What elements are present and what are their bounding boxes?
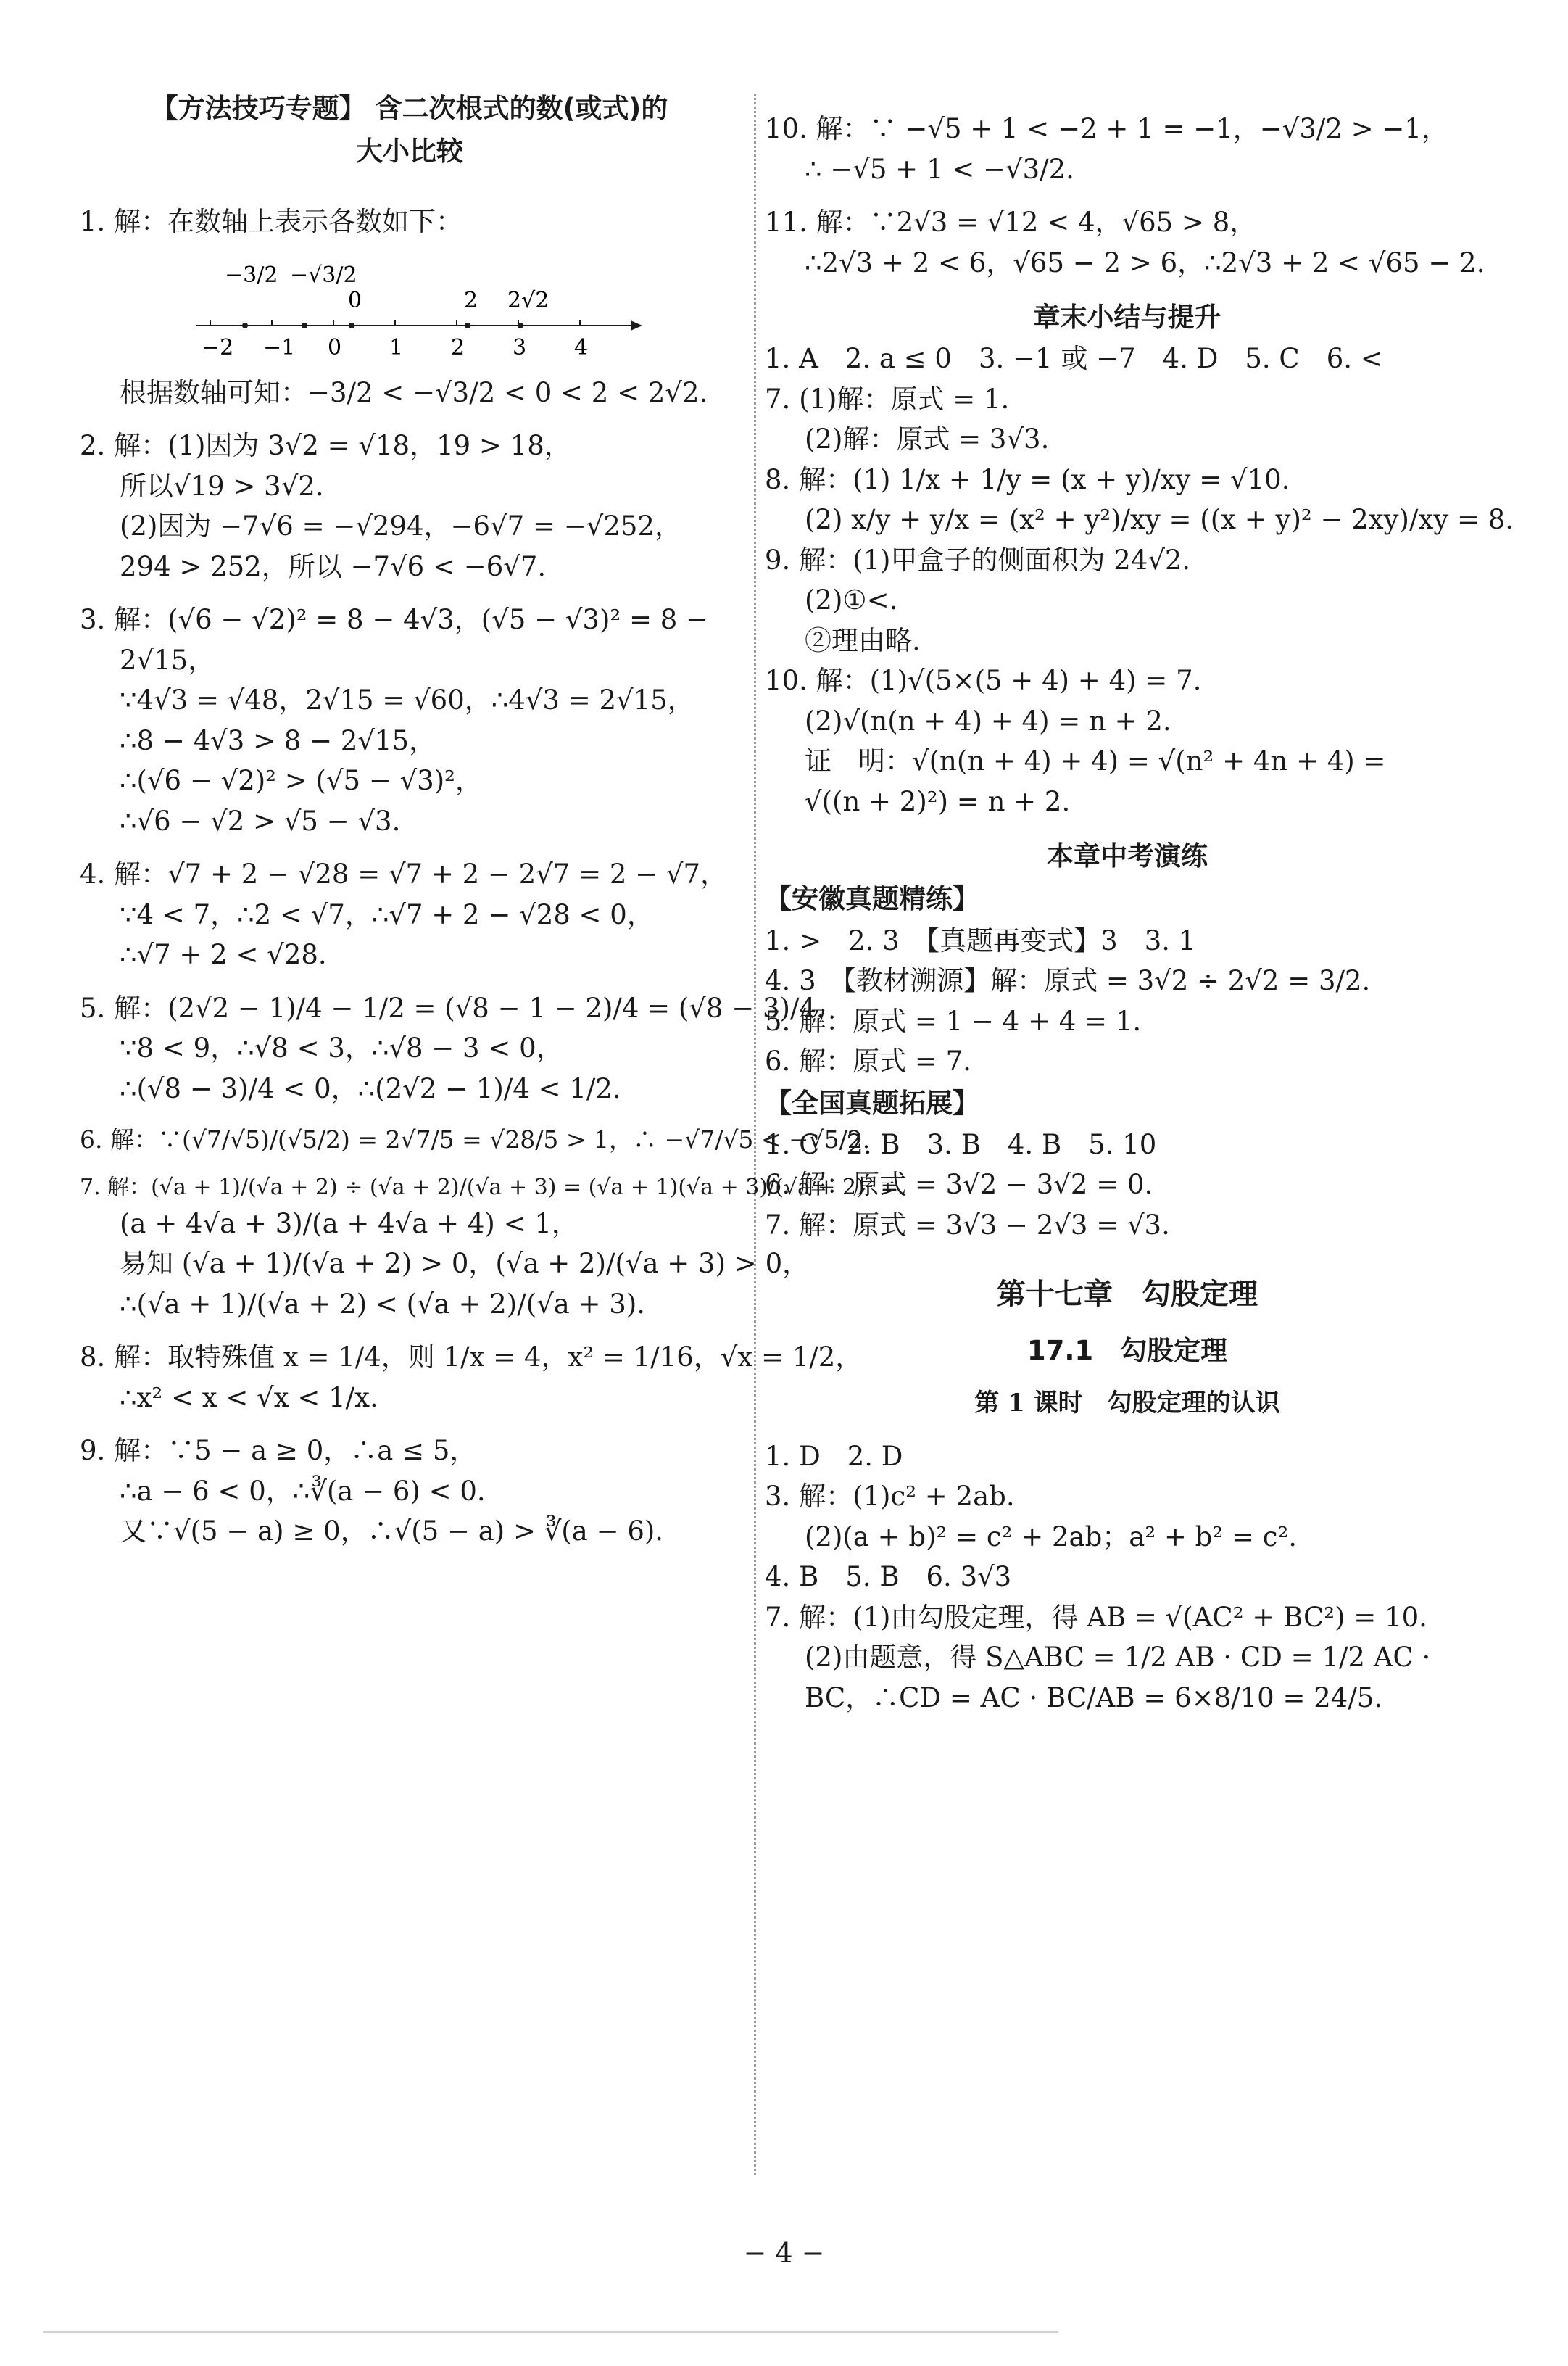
answer-line: 证 明：√(n(n + 4) + 4) = √(n² + 4n + 4) =: [805, 745, 1386, 777]
nl-tick-label: 3: [513, 334, 527, 360]
answer-line: (2) x/y + y/x = (x² + y²)/xy = ((x + y)² − 2xy)/xy = 8.: [805, 504, 1514, 536]
summary-heading: 章末小结与提升: [1033, 302, 1221, 333]
answer-line: 7. 解：(√a + 1)/(√a + 2) ÷ (√a + 2)/(√a + 3) = (√a + 1)(√a + 3)/(√a + 2)² =: [80, 1174, 899, 1200]
answer-line: ∴(√6 − √2)² > (√5 − √3)²，: [120, 765, 482, 797]
number-line: [196, 249, 645, 365]
answer-line: (2)√(n(n + 4) + 4) = n + 2.: [805, 705, 1171, 737]
exam-heading: 本章中考演练: [1047, 840, 1208, 872]
answer-line: 10. 解：(1)√(5×(5 + 4) + 4) = 7.: [765, 665, 1202, 697]
answer-line: √((n + 2)²) = n + 2.: [805, 785, 1071, 817]
answer-line: 9. 解：(1)甲盒子的侧面积为 24√2.: [765, 544, 1191, 576]
topic-heading: 【方法技巧专题】 含二次根式的数(或式)的: [151, 93, 668, 124]
answer-line: 6. 解：原式 = 3√2 − 3√2 = 0.: [765, 1169, 1153, 1201]
answer-line: ∴√6 − √2 > √5 − √3.: [120, 805, 401, 837]
answer-line: ∵8 < 9，∴√8 < 3，∴√8 − 3 < 0，: [120, 1033, 563, 1064]
answer-line: 10. 解：∵ −√5 + 1 < −2 + 1 = −1，−√3/2 > −1，: [765, 113, 1448, 144]
answer-line: ∴√7 + 2 < √28.: [120, 939, 327, 971]
page-number: − 4 −: [743, 2237, 825, 2269]
answer-line: (2)解：原式 = 3√3.: [805, 423, 1050, 455]
answer-line: ∴a − 6 < 0，∴∛(a − 6) < 0.: [120, 1475, 486, 1507]
answer-line: 7. 解：原式 = 3√3 − 2√3 = √3.: [765, 1209, 1170, 1241]
answer-line: 1. C 2. B 3. B 4. B 5. 10: [765, 1128, 1157, 1160]
answer-line: 11. 解：∵2√3 = √12 < 4，√65 > 8，: [765, 207, 1257, 238]
answer-line: ∴2√3 + 2 < 6，√65 − 2 > 6，∴2√3 + 2 < √65 − 2.: [805, 247, 1485, 278]
answer-line: 2. 解：(1)因为 3√2 = √18，19 > 18，: [80, 430, 571, 462]
answer-line: 4. 解：√7 + 2 − √28 = √7 + 2 − 2√7 = 2 − √7，: [80, 859, 728, 890]
answer-line: 5. 解：原式 = 1 − 4 + 4 = 1.: [765, 1005, 1142, 1037]
answer-line: 9. 解：∵5 − a ≥ 0，∴a ≤ 5，: [80, 1435, 477, 1467]
answer-line: 4. B 5. B 6. 3√3: [765, 1561, 1012, 1593]
topic-heading-2: 大小比较: [356, 136, 463, 167]
answer-line: 6. 解：∵(√7/√5)/(√5/2) = 2√7/5 = √28/5 > 1，∴ −√7/√5 < −√5/2.: [80, 1125, 871, 1154]
nl-top-label: −3/2: [225, 262, 278, 288]
nl-tick-label: −2: [202, 334, 234, 360]
nl-top-label: 2: [464, 287, 478, 313]
nl-point: [242, 323, 248, 328]
answer-line: ∴x² < x < √x < 1/x.: [120, 1381, 378, 1413]
answer-line: 1. D 2. D: [765, 1440, 903, 1472]
axis-arrow: [631, 320, 642, 331]
answer-line: ②理由略.: [805, 624, 921, 656]
answer-line: ∵4 < 7，∴2 < √7，∴√7 + 2 − √28 < 0，: [120, 898, 654, 930]
answer-line: 1. A 2. a ≤ 0 3. −1 或 −7 4. D 5. C 6. <: [765, 343, 1383, 375]
nl-top-label: 2√2: [507, 287, 549, 313]
section-heading: 17.1 勾股定理: [1026, 1335, 1228, 1367]
footer-rule: [43, 2331, 1058, 2333]
answer-line: 3. 解：(1)c² + 2ab.: [765, 1481, 1015, 1513]
nl-tick-label: 2: [451, 334, 465, 360]
nl-tick-label: 4: [574, 334, 589, 360]
answer-line: 2√15，: [120, 644, 215, 676]
nl-tick-label: 0: [328, 334, 342, 360]
nl-point: [302, 323, 307, 328]
answer-line: 易知 (√a + 1)/(√a + 2) > 0，(√a + 2)/(√a + 3) > 0，: [120, 1248, 810, 1280]
national-heading: 【全国真题拓展】: [765, 1087, 979, 1119]
answer-line: ∴8 − 4√3 > 8 − 2√15，: [120, 724, 436, 756]
answer-line: 根据数轴可知：−3/2 < −√3/2 < 0 < 2 < 2√2.: [120, 376, 708, 408]
answer-line: 294 > 252，所以 −7√6 < −6√7.: [120, 550, 547, 582]
answer-line: 8. 解：(1) 1/x + 1/y = (x + y)/xy = √10.: [765, 463, 1290, 495]
answer-line: 又∵√(5 − a) ≥ 0，∴√(5 − a) > ∛(a − 6).: [120, 1515, 664, 1547]
answer-line: 4. 3 【教材溯源】解：原式 = 3√2 ÷ 2√2 = 3/2.: [765, 965, 1371, 997]
chapter-heading: 第十七章 勾股定理: [997, 1278, 1258, 1312]
answer-line: (2)①<.: [805, 584, 898, 616]
answer-line: 所以√19 > 3√2.: [120, 470, 324, 502]
answer-line: 8. 解：取特殊值 x = 1/4，则 1/x = 4，x² = 1/16，√x = 1/2，: [80, 1341, 863, 1373]
answer-line: (2)由题意，得 S△ABC = 1/2 AB · CD = 1/2 AC ·: [805, 1642, 1431, 1674]
right-column: [765, 109, 1514, 1718]
nl-top-label: 0: [348, 287, 362, 313]
answer-line: ∴ −√5 + 1 < −√3/2.: [805, 153, 1074, 185]
answer-line: 1. 解：在数轴上表示各数如下：: [80, 206, 463, 238]
nl-point: [349, 323, 354, 328]
nl-tick-label: 1: [389, 334, 404, 360]
answer-line: (2)(a + b)² = c² + 2ab；a² + b² = c².: [805, 1521, 1298, 1552]
answer-line: (2)因为 −7√6 = −√294，−6√7 = −√252，: [120, 510, 681, 542]
answer-line: 7. (1)解：原式 = 1.: [765, 383, 1010, 415]
answer-line: ∵4√3 = √48，2√15 = √60，∴4√3 = 2√15，: [120, 684, 694, 716]
answer-line: ∴(√a + 1)/(√a + 2) < (√a + 2)/(√a + 3).: [120, 1288, 646, 1320]
answer-line: 3. 解：(√6 − √2)² = 8 − 4√3，(√5 − √3)² = 8 −: [80, 604, 709, 636]
answer-line: 6. 解：原式 = 7.: [765, 1046, 971, 1077]
nl-top-label: −√3/2: [290, 262, 357, 288]
answer-line: BC，∴CD = AC · BC/AB = 6×8/10 = 24/5.: [805, 1682, 1383, 1713]
nl-tick-label: −1: [263, 334, 296, 360]
answer-line: 5. 解：(2√2 − 1)/4 − 1/2 = (√8 − 1 − 2)/4 = (√8 − 3)/4，: [80, 992, 843, 1024]
answer-line: 7. 解：(1)由勾股定理，得 AB = √(AC² + BC²) = 10.: [765, 1601, 1427, 1633]
answer-line: 1. > 2. 3 【真题再变式】3 3. 1: [765, 925, 1196, 956]
answer-line: (a + 4√a + 3)/(a + 4√a + 4) < 1，: [120, 1207, 578, 1239]
nl-point: [465, 323, 470, 328]
answer-line: ∴(√8 − 3)/4 < 0，∴(2√2 − 1)/4 < 1/2.: [120, 1072, 621, 1104]
lesson-heading: 第 1 课时 勾股定理的认识: [974, 1389, 1280, 1418]
anhui-heading: 【安徽真题精练】: [765, 883, 979, 915]
